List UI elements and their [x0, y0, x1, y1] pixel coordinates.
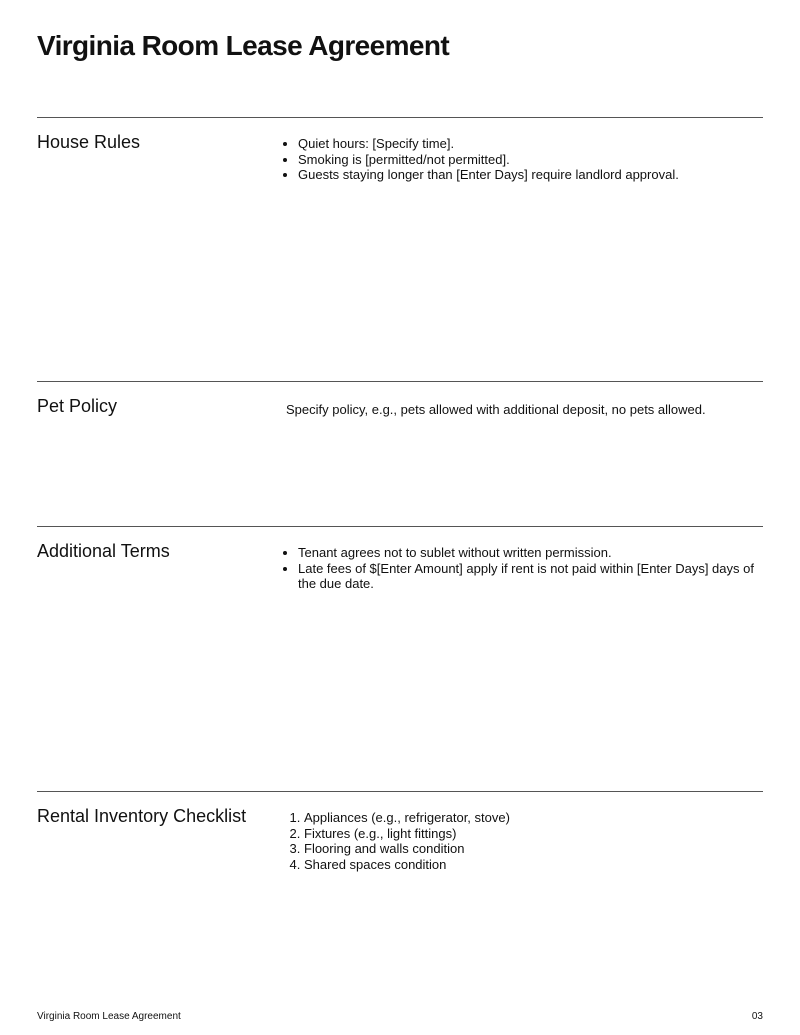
list-item: • Tenant agrees not to sublet without written permission. — [298, 545, 756, 561]
page-number: 03 — [751, 1011, 763, 1022]
list-item: • Smoking is [permitted/not permitted]. — [298, 152, 756, 168]
section-house-rules — [37, 117, 763, 183]
section-label: Rental Inventory Checklist — [37, 806, 247, 826]
section-rental-inventory — [37, 791, 763, 872]
page-title: Virginia Room Lease Agreement — [37, 30, 450, 61]
list-item: • Quiet hours: [Specify time]. — [298, 136, 756, 152]
list-item: 1. Appliances (e.g., refrigerator, stove) — [304, 810, 756, 826]
section-label: Pet Policy — [37, 396, 118, 416]
additional-terms-list — [286, 545, 756, 592]
list-item: 2. Fixtures (e.g., light fittings) — [304, 826, 756, 842]
section-label: Additional Terms — [37, 541, 170, 561]
section-additional-terms — [37, 526, 763, 592]
list-item: 3. Flooring and walls condition — [304, 841, 756, 857]
list-item: • Late fees of $[Enter Amount] apply if rent is not paid within [Enter Days] days of the due date. — [298, 561, 756, 592]
inventory-list — [286, 810, 756, 872]
list-item: • Guests staying longer than [Enter Days] require landlord approval. — [298, 167, 756, 183]
list-item: 4. Shared spaces condition — [304, 857, 756, 873]
house-rules-list — [286, 136, 756, 183]
pet-policy-text: Specify policy, e.g., pets allowed with additional deposit, no pets allowed. — [286, 402, 706, 417]
footer-title: Virginia Room Lease Agreement — [37, 1011, 181, 1022]
section-pet-policy — [37, 381, 763, 417]
section-label: House Rules — [37, 132, 141, 152]
